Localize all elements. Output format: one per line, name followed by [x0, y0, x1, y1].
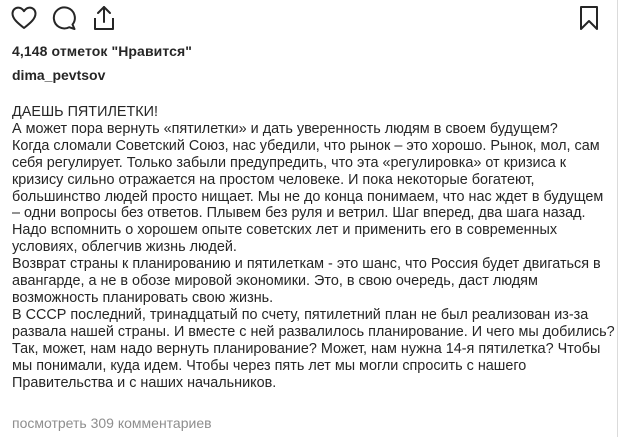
caption-line: Правительства и с наших начальников.	[12, 374, 277, 391]
caption-line: ДАЕШЬ ПЯТИЛЕТКИ!	[12, 104, 159, 120]
comment-button[interactable]	[50, 4, 78, 32]
caption-line: возможность планировать свою жизнь.	[12, 289, 274, 306]
view-comments-link[interactable]: посмотреть 309 комментариев	[12, 415, 212, 431]
bookmark-icon	[579, 5, 599, 31]
caption-line: условиях, облегчив жизнь людей.	[12, 239, 237, 256]
caption-line: Надо вспомнить о хорошем опыте советских лет и применить его в современных	[12, 222, 558, 239]
post-author-username[interactable]: dima_pevtsov	[12, 67, 106, 83]
heart-icon	[11, 6, 37, 30]
post-caption	[12, 104, 615, 391]
caption-line: Когда сломали Советский Союз, нас убедили, что рынок – это хорошо. Рынок, мол, сам	[12, 137, 600, 154]
caption-line: – одни вопросы без ответов. Плывем без руля и ветрил. Шаг вперед, два шага назад.	[12, 205, 586, 222]
caption-line: мы понимали, куда идем. Чтобы через пять лет мы могли спросить с нашего	[12, 357, 527, 374]
share-button[interactable]	[90, 4, 118, 32]
caption-line: развала нашей страны. И вместе с ней развалилось планирование. И чего мы добились?	[12, 323, 615, 340]
caption-line: А может пора вернуть «пятилетки» и дать уверенность людям в своем будущем?	[12, 120, 558, 137]
caption-line: Так, может, нам надо вернуть планирование? Может, нам нужна 14-я пятилетка? Чтобы	[12, 340, 601, 357]
paper-plane-icon	[92, 5, 116, 31]
caption-line: кризису сильно отражается на простом человеке. И пока некоторые богатеют,	[12, 171, 535, 188]
caption-line: большинство людей просто нищает. Мы не до конца понимаем, что нас ждет в будущем	[12, 188, 604, 205]
caption-line: В СССР последний, тринадцатый по счету, пятилетний план не был реализован из-за	[12, 306, 589, 323]
caption-line: себя регулирует. Только забыли предупредить, что эта «регулировка» от кризиса к	[12, 154, 567, 171]
caption-line: Возврат страны к планированию и пятилеткам - это шанс, что Россия будет двигаться в	[12, 256, 601, 273]
likes-count[interactable]: 4,148 отметок "Нравится"	[12, 43, 193, 59]
speech-bubble-icon	[51, 5, 77, 31]
post-action-bar	[10, 4, 603, 32]
save-button[interactable]	[575, 4, 603, 32]
like-button[interactable]	[10, 4, 38, 32]
caption-line: авангарде, а не в обозе мировой экономики. Это, в свою очередь, даст людям	[12, 273, 538, 290]
